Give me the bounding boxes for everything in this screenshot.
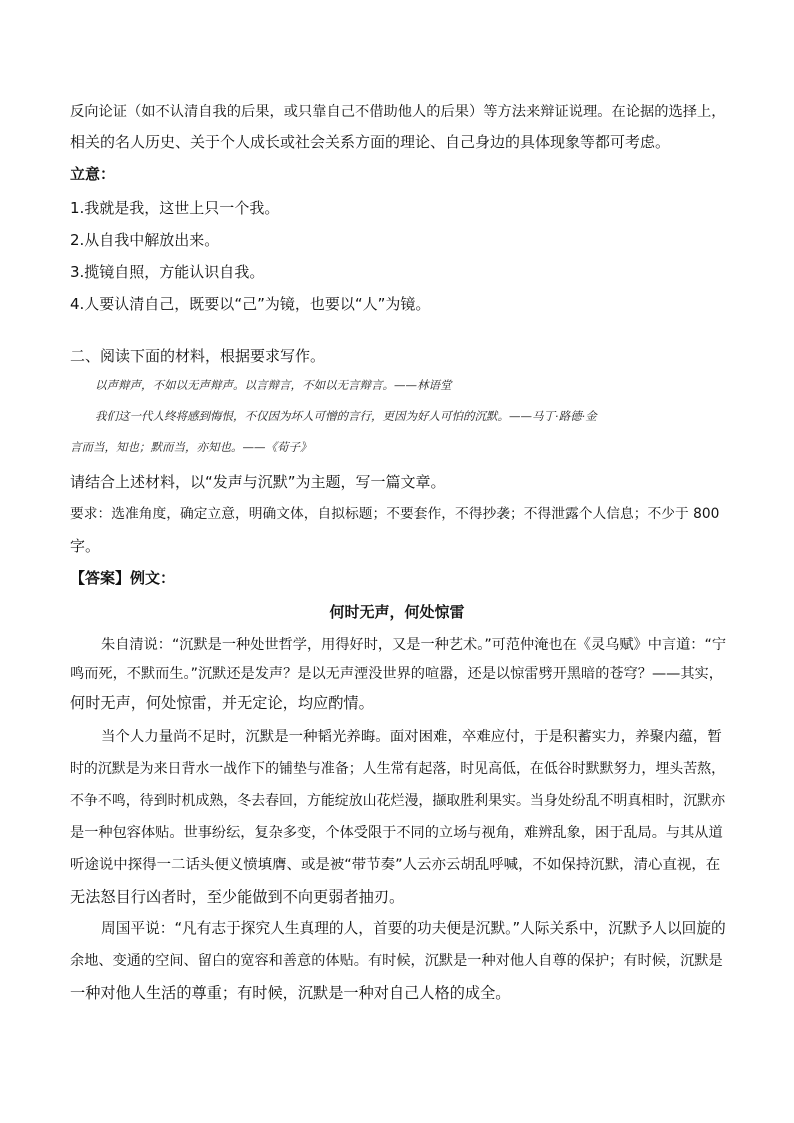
quote-xunzi: 言而当，知也；默而当，亦知也。——《荀子》 xyxy=(70,440,312,454)
liyi-item-4: 4.人要认清自己，既要以“己”为镜，也要以“人”为镜。 xyxy=(70,295,431,313)
essay-p1-line-2: 鸣而死，不默而生。”沉默还是发声？是以无声湮没世界的喧嚣，还是以惊雷劈开黑暗的苍穹？——其实， xyxy=(70,666,723,682)
answer-label: 【答案】例文： xyxy=(70,569,176,587)
essay-p3-line-2: 余地、变通的空间、留白的宽容和善意的体贴。有时候，沉默是一种对他人自尊的保护；有时候，沉默是 xyxy=(70,953,723,969)
essay-p2-line-4: 是一种包容体贴。世事纷纭，复杂多变，个体受限于不同的立场与视角，难辨乱象，困于乱局。与其从道 xyxy=(70,825,723,841)
task-requirement-line-1: 要求：选准角度，确定立意，明确文体，自拟标题；不要套作，不得抄袭；不得泄露个人信息；不少于 800 xyxy=(70,506,720,522)
task-instruction: 请结合上述材料，以“发声与沉默”为主题，写一篇文章。 xyxy=(70,473,446,491)
essay-p2-line-3: 不争不鸣，待到时机成熟，冬去春回，方能绽放山花烂漫，撷取胜利果实。当身处纷乱不明真相时，沉默亦 xyxy=(70,793,726,809)
intro-line-1: 反向论证（如不认清自我的后果，或只靠自己不借助他人的后果）等方法来辩证说理。在论据的选择上， xyxy=(70,104,726,120)
essay-p2-line-2: 时的沉默是为来日背水一战作下的铺垫与准备；人生常有起落，时见高低，在低谷时默默努力，埋头苦熬， xyxy=(70,761,726,777)
essay-p2-line-1: 当个人力量尚不足时，沉默是一种韬光养晦。面对困难，卒难应付，于是积蓄实力，养聚内蕴，暂 xyxy=(101,729,722,745)
essay-p3-line-1: 周国平说：“凡有志于探究人生真理的人，首要的功夫便是沉默。”人际关系中，沉默予人以回旋的 xyxy=(101,920,726,937)
liyi-heading: 立意： xyxy=(70,165,116,183)
essay-p3-line-3: 一种对他人生活的尊重；有时候，沉默是一种对自己人格的成全。 xyxy=(70,984,511,1002)
liyi-item-3: 3.揽镜自照，方能认识自我。 xyxy=(70,263,265,281)
essay-p2-line-6: 无法怒目行凶者时，至少能做到不向更弱者抽刃。 xyxy=(70,888,405,906)
essay-p1-line-1: 朱自清说：“沉默是一种处世哲学，用得好时，又是一种艺术。”可范仲淹也在《灵乌赋》中言道：“宁 xyxy=(101,637,727,653)
liyi-item-1: 1.我就是我，这世上只一个我。 xyxy=(70,199,280,217)
task-requirement-line-2: 字。 xyxy=(70,537,101,555)
quote-mlk: 我们这一代人终将感到悔恨，不仅因为坏人可憎的言行，更因为好人可怕的沉默。——马丁·路德·金 xyxy=(95,409,597,423)
essay-p2-line-5: 听途说中探得一二话头便义愤填膺、或是被“带节奏”人云亦云胡乱呼喊，不如保持沉默，清心直视，在 xyxy=(70,857,721,873)
liyi-item-2: 2.从自我中解放出来。 xyxy=(70,231,220,249)
essay-p1-line-3: 何时无声，何处惊雷，并无定论，均应酌情。 xyxy=(70,694,374,712)
task-heading: 二、阅读下面的材料，根据要求写作。 xyxy=(70,347,326,365)
intro-line-2: 相关的名人历史、关于个人成长或社会关系方面的理论、自己身边的具体现象等都可考虑。 xyxy=(70,133,671,151)
quote-lin-yutang: 以声辩声，不如以无声辩声。以言辩言，不如以无言辩言。——林语堂 xyxy=(95,378,452,392)
essay-title: 何时无声，何处惊雷 xyxy=(329,603,465,621)
